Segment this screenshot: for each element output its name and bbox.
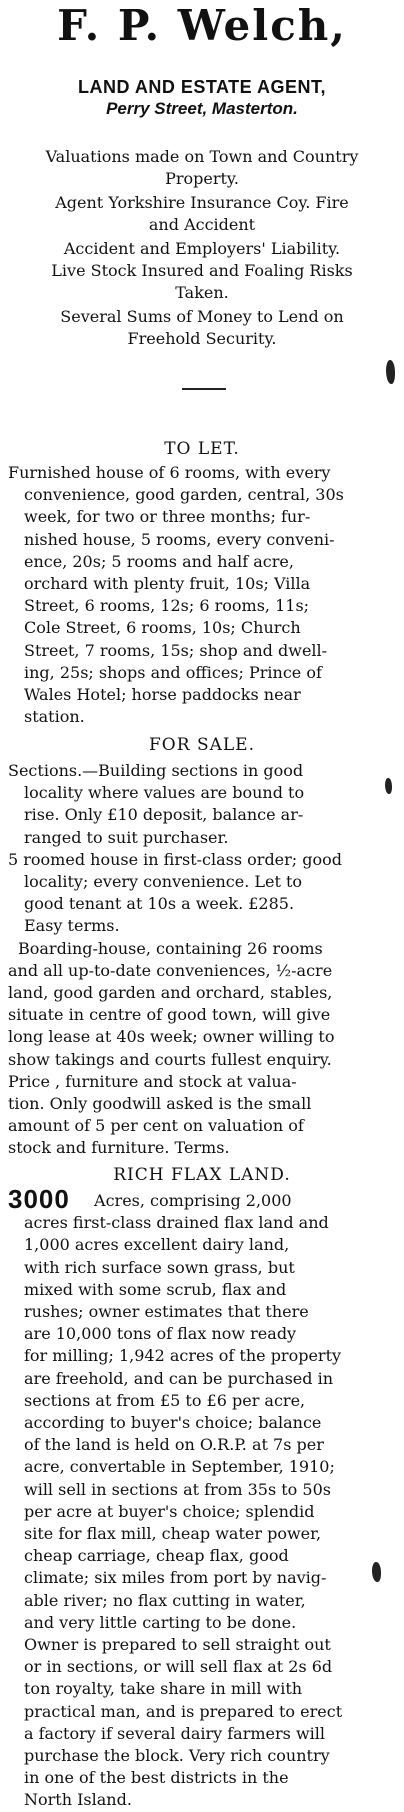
text-line: Street, 6 rooms, 12s; 6 rooms, 11s; [24,596,310,616]
service-line: and Accident [148,215,256,234]
text-line: station. [24,707,85,727]
text-line: 5 roomed house in first-class order; good [8,849,343,869]
text-line: North Island. [24,1790,132,1810]
text-line: Sections.—Building sections in good [8,761,304,780]
text-line: Boarding-house, containing 26 rooms [18,938,323,958]
service-line: Several Sums of Money to Lend on [60,307,344,326]
text-line: according to buyer's choice; balance [24,1413,322,1433]
service-line: Live Stock Insured and Foaling Risks [51,261,353,280]
text-line: cheap carriage, cheap flax, good [24,1546,289,1566]
text-line: Easy terms. [24,916,120,936]
agent-address: Perry Street, Masterton. [106,99,298,118]
text-line: nished house, 5 rooms, every conveni- [24,529,335,549]
text-line: amount of 5 per cent on valuation of [8,1116,304,1136]
text-line: good tenant at 10s a week. £285. [24,894,295,914]
text-line: convenience, good garden, central, 30s [24,485,344,505]
text-line: rushes; owner estimates that there [24,1302,309,1322]
text-line: a factory if several dairy farmers will [24,1723,325,1743]
text-line: show takings and courts fullest enquiry. [8,1049,332,1069]
text-line: sections at from £5 to £6 per acre, [24,1390,306,1410]
text-line: land, good garden and orchard, stables, [8,983,333,1003]
text-line: mixed with some scrub, flax and [24,1279,287,1299]
masthead-title: F. P. Welch, [57,1,347,50]
text-line: long lease at 40s week; owner willing to [8,1027,335,1047]
to-let-body [8,462,398,728]
text-line: purchase the block. Very rich country [24,1746,330,1766]
text-line: climate; six miles from port by navig- [24,1568,327,1588]
text-line: Cole Street, 6 rooms, 10s; Church [24,618,301,638]
service-line: Valuations made on Town and Country [45,147,359,166]
for-sale-heading: FOR SALE. [149,735,255,755]
text-line: stock and furniture. Terms. [8,1138,230,1158]
section-divider [182,388,226,390]
text-line: situate in centre of good town, will give [8,1005,331,1025]
text-line: Owner is prepared to sell straight out [24,1635,331,1655]
service-line: Accident and Employers' Liability. [63,239,341,258]
text-line: orchard with plenty fruit, 10s; Villa [24,574,311,594]
flax-heading: RICH FLAX LAND. [113,1165,291,1185]
service-line: Freehold Security. [127,329,277,348]
text-line: or in sections, or will sell flax at 2s 6d [24,1657,333,1677]
service-line: Agent Yorkshire Insurance Coy. Fire [55,193,349,212]
text-line: locality; every convenience. Let to [24,872,303,892]
text-line: acres first-class drained flax land and [24,1213,329,1233]
lead-text: Acres, comprising 2,000 [94,1191,292,1210]
ink-blot [372,1562,381,1582]
text-line: site for flax mill, cheap water power, [24,1524,322,1544]
text-line: in one of the best districts in the [24,1768,289,1788]
text-line: week, for two or three months; fur- [24,507,311,527]
text-line: are freehold, and can be purchased in [24,1368,334,1388]
text-line: and very little carting to be done. [24,1612,297,1632]
text-line: ing, 25s; shops and offices; Prince of [24,662,322,682]
text-line: Wales Hotel; horse paddocks near [24,685,301,705]
service-line: Property. [165,169,239,188]
lead-line [8,1184,398,1214]
text-line: are 10,000 tons of flax now ready [24,1324,297,1344]
ink-blot [385,778,392,794]
lead-number: 3000 [8,1184,70,1214]
to-let-heading: TO LET. [164,439,240,459]
text-line: acre, convertable in September, 1910; [24,1457,335,1477]
text-line: with rich surface sown grass, but [24,1257,295,1277]
text-line: for milling; 1,942 acres of the property [24,1346,342,1366]
text-line: ence, 20s; 5 rooms and half acre, [24,551,294,571]
flax-body [8,1184,398,1812]
text-line: tion. Only goodwill asked is the small [8,1094,312,1114]
text-line: and all up-to-date conveniences, ½-acre [8,960,333,980]
text-line: will sell in sections at from 35s to 50s [24,1479,331,1499]
text-line: ton royalty, take share in mill with [24,1679,303,1699]
text-line: 1,000 acres excellent dairy land, [24,1235,290,1255]
text-line: ranged to suit purchaser. [24,827,229,847]
text-line: practical man, and is prepared to erect [24,1701,343,1721]
text-line: Street, 7 rooms, 15s; shop and dwell- [24,640,328,660]
text-line: per acre at buyer's choice; splendid [24,1501,315,1521]
text-line: Furnished house of 6 rooms, with every [8,463,331,482]
ink-blot [386,360,395,384]
text-line: able river; no flax cutting in water, [24,1590,306,1610]
text-line: Price , furniture and stock at valua- [8,1071,297,1091]
text-line: locality where values are bound to [24,783,305,803]
text-line: of the land is held on O.R.P. at 7s per [24,1435,324,1455]
agent-title: LAND AND ESTATE AGENT, [78,77,326,97]
for-sale-body [8,760,398,1160]
service-line: Taken. [175,283,229,302]
text-line: rise. Only £10 deposit, balance ar- [24,805,304,825]
